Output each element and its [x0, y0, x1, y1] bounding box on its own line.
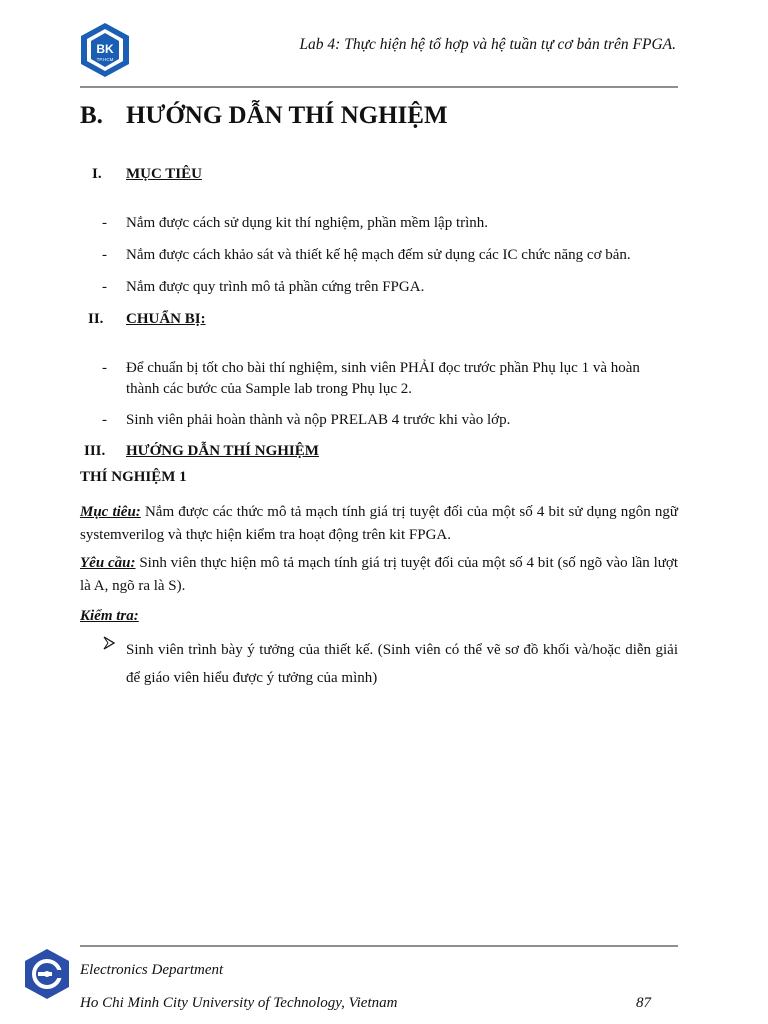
header-divider	[80, 86, 678, 88]
section-heading	[80, 102, 448, 130]
dash-bullet: -	[102, 360, 107, 376]
check-label: Kiểm tra:	[80, 608, 139, 624]
electronics-department-logo	[24, 948, 70, 1000]
goal-text: Nắm được các thức mô tả mạch tính giá trị tuyệt đối của một số 4 bit sử dụng ngôn ngữ systemverilog và thực hiện kiểm tra hoạt động trên kit FPGA.	[80, 504, 678, 543]
dash-bullet: -	[102, 215, 107, 231]
subsection-number: II.	[88, 311, 104, 327]
bk-logo	[80, 22, 130, 78]
dash-bullet: -	[102, 247, 107, 263]
goal-label: Mục tiêu:	[80, 504, 141, 520]
footer-divider	[80, 945, 678, 947]
experiment-check-heading	[80, 605, 678, 628]
page-number: 87	[636, 995, 651, 1011]
check-item: Sinh viên trình bày ý tưởng của thiết kế. (Sinh viên có thể vẽ sơ đồ khối và/hoặc diễn giải để giáo viên hiểu được ý tưởng của mình)	[126, 642, 678, 686]
experiment-requirement	[80, 552, 678, 598]
dash-bullet: -	[102, 412, 107, 428]
header-title: Lab 4: Thực hiện hệ tổ hợp và hệ tuần tự cơ bản trên FPGA.	[299, 36, 676, 53]
arrow-bullet-icon	[102, 636, 116, 654]
section-title: HƯỚNG DẪN THÍ NGHIỆM	[126, 102, 448, 129]
subsection-title: HƯỚNG DẪN THÍ NGHIỆM	[126, 443, 319, 459]
subsection-title: CHUẨN BỊ:	[126, 311, 206, 327]
subsection-number: III.	[84, 443, 106, 459]
experiment-title: THÍ NGHIỆM 1	[80, 469, 187, 485]
svg-text:BK: BK	[96, 42, 114, 56]
dash-bullet: -	[102, 279, 107, 295]
subsection-number: I.	[92, 166, 102, 182]
footer-university: Ho Chi Minh City University of Technology, Vietnam	[80, 995, 398, 1011]
requirement-text: Sinh viên thực hiện mô tả mạch tính giá trị tuyệt đối của một số 4 bit (số ngõ vào lần lượt là A, ngõ ra là S).	[80, 555, 678, 594]
footer-department: Electronics Department	[80, 962, 224, 978]
section-number: B.	[80, 102, 103, 129]
subsection-title: MỤC TIÊU	[126, 166, 202, 182]
requirement-label: Yêu cầu:	[80, 555, 136, 571]
experiment-goal	[80, 501, 678, 547]
svg-text:TP.HCM: TP.HCM	[96, 57, 114, 62]
